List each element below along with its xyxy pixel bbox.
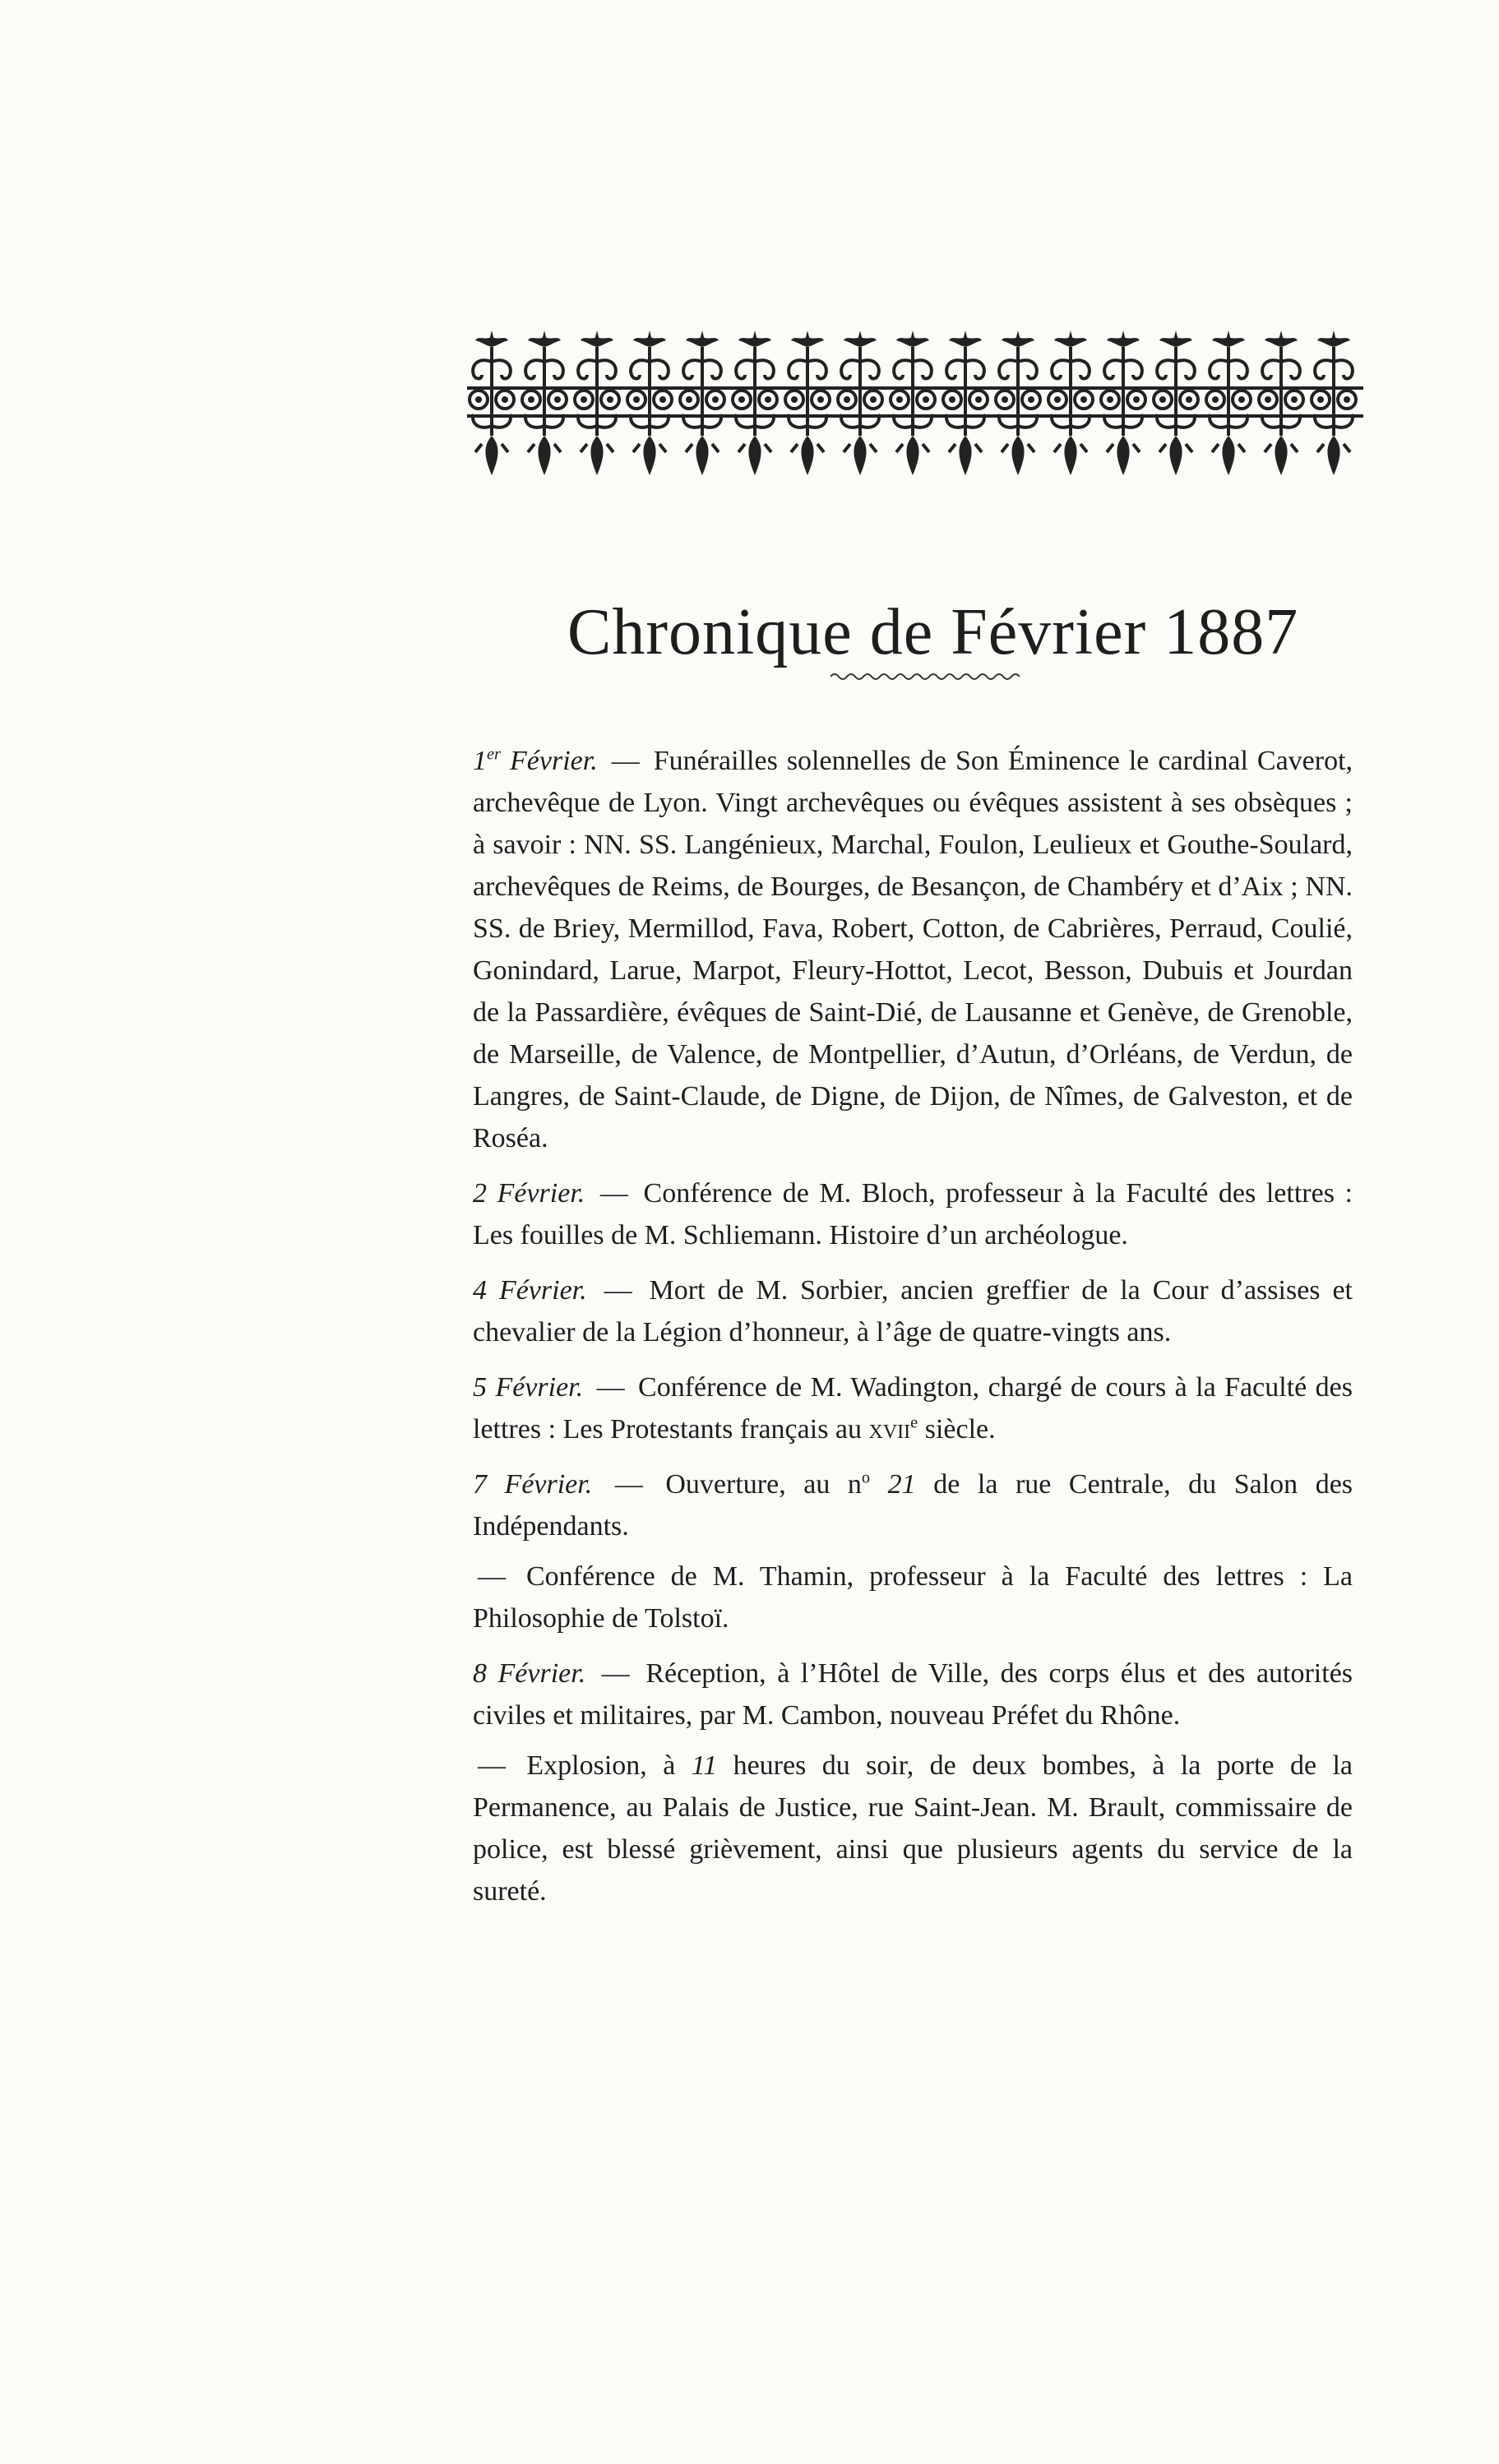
entry-date: 8 Février. bbox=[473, 1658, 586, 1689]
entry-feb-7: 7 Février. — Ouverture, au $n^o$ 21 de la rue Centrale, du Salon des Indépendants. bbox=[473, 1468, 1353, 1542]
entry-text: Funérailles solennelles de Son Éminence le cardinal Caverot, archevêque de Lyon. Vingt archevêques ou évêques assistent à ses obsèques ; à savoir : NN. SS. Langénieux, Marchal, Foulon, Leulieux et Gouthe-Soulard, archevêques de Reims, de Bourges, de Besançon, de Chambéry et d’Aix ; NN. SS. de Briey, Mermillod, Fava, Robert, Cotton, de Cabrières, Perraud, Coulié, Gonindard, Larue, Marpot, Fleury-Hottot, Lecot, Besson, Dubuis et Jourdan de la Passardière, évêques de Saint-Dié, de Lausanne et Genève, de Grenoble, de Marseille, de Valence, de Montpellier, d’Autun, d’Orléans, de Verdun, de Langres, de Saint-Claude, de Digne, de Dijon, de Nîmes, de Galveston, et de Roséa. bbox=[473, 746, 1353, 1153]
entry-text: Conférence de M. Thamin, professeur à la Faculté des lettres : La Philosophie de Tolstoï. bbox=[473, 1561, 1353, 1634]
entry-text: Conférence de M. Bloch, professeur à la Faculté des lettres : Les fouilles de M. Schliemann. Histoire d’un archéologue. bbox=[473, 1178, 1353, 1250]
entry-date: 7 Février. bbox=[473, 1469, 593, 1500]
entry-feb-8-explosion: — Explosion, à 11 heures du soir, de deux bombes, à la porte de la Permanence, au Palais de Justice, rue Saint-Jean. M. Brault, commissaire de police, est blessé grièvement, ainsi que plusieurs agents du service de la sureté. bbox=[473, 1750, 1353, 1907]
entry-feb-8: 8 Février. — Réception, à l’Hôtel de Ville, des corps élus et des autorités civiles et militaires, par M. Cambon, nouveau Préfet du Rhône. bbox=[473, 1658, 1353, 1731]
entry-feb-4: 4 Février. — Mort de M. Sorbier, ancien greffier de la Cour d’assises et chevalier de la Légion d’honneur, à l’âge de quatre-vingts ans. bbox=[473, 1275, 1353, 1348]
entry-feb-2: 2 Février. — Conférence de M. Bloch, professeur à la Faculté des lettres : Les fouilles de M. Schliemann. Histoire d’un archéologue. bbox=[473, 1178, 1353, 1250]
entry-date: 5 Février. bbox=[473, 1372, 584, 1403]
entry-date: 4 Février. bbox=[473, 1275, 587, 1306]
entry-feb-5: 5 Février. — Conférence de M. Wadington, chargé de cours à la Faculté des lettres : Les Protestants français au xvii$^e$ siècle. bbox=[473, 1372, 1353, 1445]
entry-feb-1: 1er Février. — Funérailles solennelles de Son Éminence le cardinal Caverot, archevêque de Lyon. Vingt archevêques ou évêques assistent à ses obsèques ; à savoir : NN. SS. Langénieux, Marchal, Foulon, Leulieux et Gouthe-Soulard, archevêques de Reims, de Bourges, de Besançon, de Chambéry et d’Aix ; NN. SS. de Briey, Mermillod, Fava, Robert, Cotton, de Cabrières, Perraud, Coulié, Gonindard, Larue, Marpot, Fleury-Hottot, Lecot, Besson, Dubuis et Jourdan de la Passardière, évêques de Saint-Dié, de Lausanne et Genève, de Grenoble, de Marseille, de Valence, de Montpellier, d’Autun, d’Orléans, de Verdun, de Langres, de Saint-Claude, de Digne, de Dijon, de Nîmes, de Galveston, et de Roséa. bbox=[473, 745, 1353, 1153]
entry-date: 2 Février. bbox=[473, 1178, 585, 1209]
title-decorative-rule bbox=[830, 670, 1020, 682]
entry-text: Conférence de M. Wadington, chargé de cours à la Faculté des lettres : Les Protestants français au xvii$^e$ siècle. bbox=[473, 1372, 1353, 1445]
entry-text: Réception, à l’Hôtel de Ville, des corps élus et des autorités civiles et militaires, par M. Cambon, nouveau Préfet du Rhône. bbox=[473, 1658, 1353, 1731]
entry-text: Explosion, à 11 heures du soir, de deux bombes, à la porte de la Permanence, au Palais de Justice, rue Saint-Jean. M. Brault, commissaire de police, est blessé grièvement, ainsi que plusieurs agents du service de la sureté. bbox=[473, 1750, 1353, 1907]
entry-text: Mort de M. Sorbier, ancien greffier de la Cour d’assises et chevalier de la Légion d’honneur, à l’âge de quatre-vingts ans. bbox=[473, 1275, 1353, 1348]
chronicle-body bbox=[473, 740, 1353, 1925]
fleuron-border-ornament bbox=[467, 329, 1363, 481]
entry-text: Ouverture, au $n^o$ 21 de la rue Centrale, du Salon des Indépendants. bbox=[473, 1468, 1353, 1542]
page-title: Chronique de Février 1887 bbox=[567, 595, 1299, 668]
entry-feb-7-conference: — Conférence de M. Thamin, professeur à la Faculté des lettres : La Philosophie de Tolstoï. bbox=[473, 1561, 1353, 1634]
entry-date: 1er Février. bbox=[473, 745, 598, 776]
